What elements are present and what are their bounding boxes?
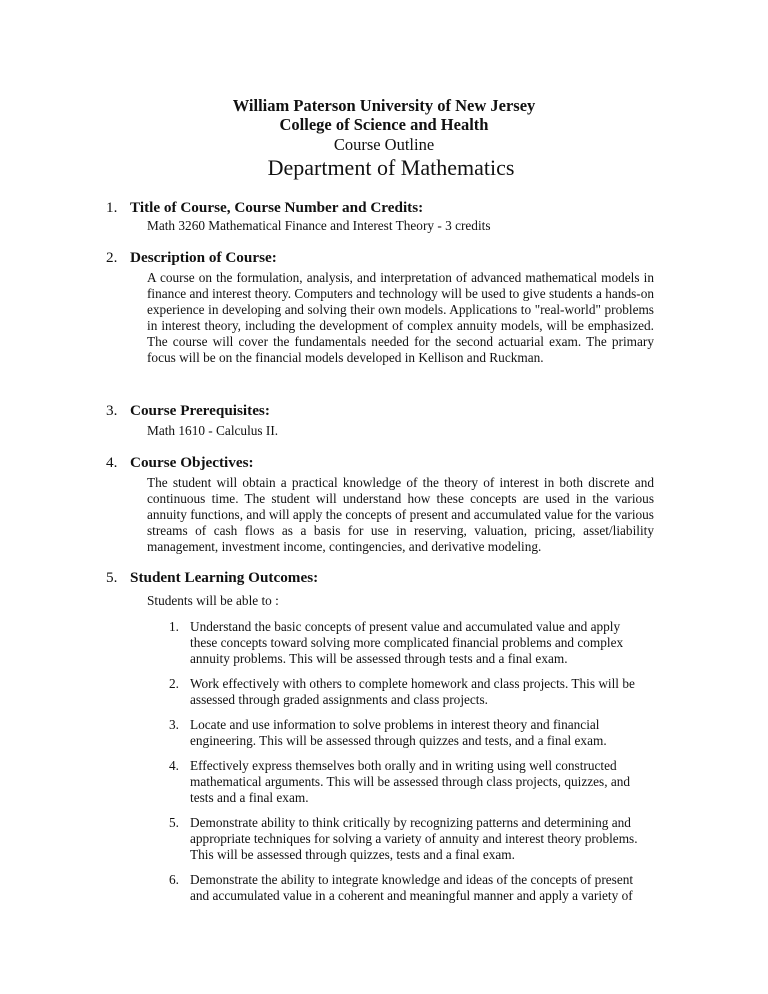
list-item-text: Demonstrate ability to think critically by recognizing patterns and determining and appropriate techniques for solving a variety of annuity and interest theory problems. This will be assessed through quizzes, tests and a final exam. [190,815,638,862]
outcomes-intro: Students will be able to : [147,593,279,608]
department-name: Department of Mathematics [267,155,515,180]
section-number: 4. [106,454,118,471]
list-item-text: Locate and use information to solve problems in interest theory and financial engineering. This will be assessed through quizzes and tests, and a final exam. [190,717,607,748]
list-item-number: 5. [169,815,179,830]
section-body: A course on the formulation, analysis, and interpretation of advanced mathematical models in finance and interest theory. Computers and technology will be used to give students a hands-on experience in developing and solving their own models. Applications to "real-world" problems in interest theory, including the development of complex annuity models, will be emphasized. The course will cover the fundamentals needed for the second actuarial exam. The primary focus will be on the financial models developed in Kellison and Ruckman. [147,270,654,365]
list-item-text: Understand the basic concepts of present value and accumulated value and apply these concepts toward solving more complicated financial problems and complex annuity problems. This will be assessed through tests and a final exam. [190,619,624,666]
section-title: Course Objectives: [130,454,254,471]
university-name: William Paterson University of New Jersey [232,96,536,115]
section-heading [106,569,666,587]
list-item [147,676,645,708]
section-number: 2. [106,249,118,266]
college-name: College of Science and Health [279,115,489,134]
outcomes-list [147,619,666,904]
section-body: Math 3260 Mathematical Finance and Interest Theory - 3 credits [147,218,491,233]
section-number: 1. [106,199,118,216]
section-body: Math 1610 - Calculus II. [147,423,279,438]
list-item-number: 1. [169,619,179,634]
list-item [147,717,645,749]
section-title: Description of Course: [130,249,277,266]
section-title: Title of Course, Course Number and Credits: [130,199,424,216]
section-learning-outcomes [106,569,666,904]
list-item-number: 6. [169,872,179,887]
section-heading [106,249,666,267]
section-heading [106,454,666,472]
section-title: Student Learning Outcomes: [130,569,319,586]
section-number: 5. [106,569,118,586]
outcomes-block [147,593,666,904]
section-number: 3. [106,402,118,419]
section-objectives [106,454,666,555]
list-item [147,619,645,667]
section-title-of-course [106,199,666,234]
document-header [0,96,768,181]
list-item [147,758,645,806]
section-heading [106,199,666,217]
list-item-number: 3. [169,717,179,732]
list-item-number: 2. [169,676,179,691]
section-heading [106,402,666,420]
list-item-text: Effectively express themselves both orally and in writing using well constructed mathematical arguments. This will be assessed through class projects, quizzes, and tests and a final exam. [190,758,631,805]
list-item [147,815,645,863]
section-prerequisites [106,402,666,439]
list-item-text: Work effectively with others to complete homework and class projects. This will be assessed through graded assignments and class projects. [190,676,635,707]
list-item-number: 4. [169,758,179,773]
document-type: Course Outline [333,135,435,154]
section-body: The student will obtain a practical knowledge of the theory of interest in both discrete and continuous time. The student will understand how these concepts are used in the various annuity functions, and will apply the concepts of present and accumulated value for the various streams of cash flows as a basis for use in reserving, valuation, pricing, asset/liability management, investment income, contingencies, and derivative modeling. [147,475,654,554]
list-item-text: Demonstrate the ability to integrate knowledge and ideas of the concepts of present and accumulated value in a coherent and meaningful manner and apply a variety of [190,872,634,903]
list-item [147,872,645,904]
section-description [106,249,666,366]
section-title: Course Prerequisites: [130,402,270,419]
